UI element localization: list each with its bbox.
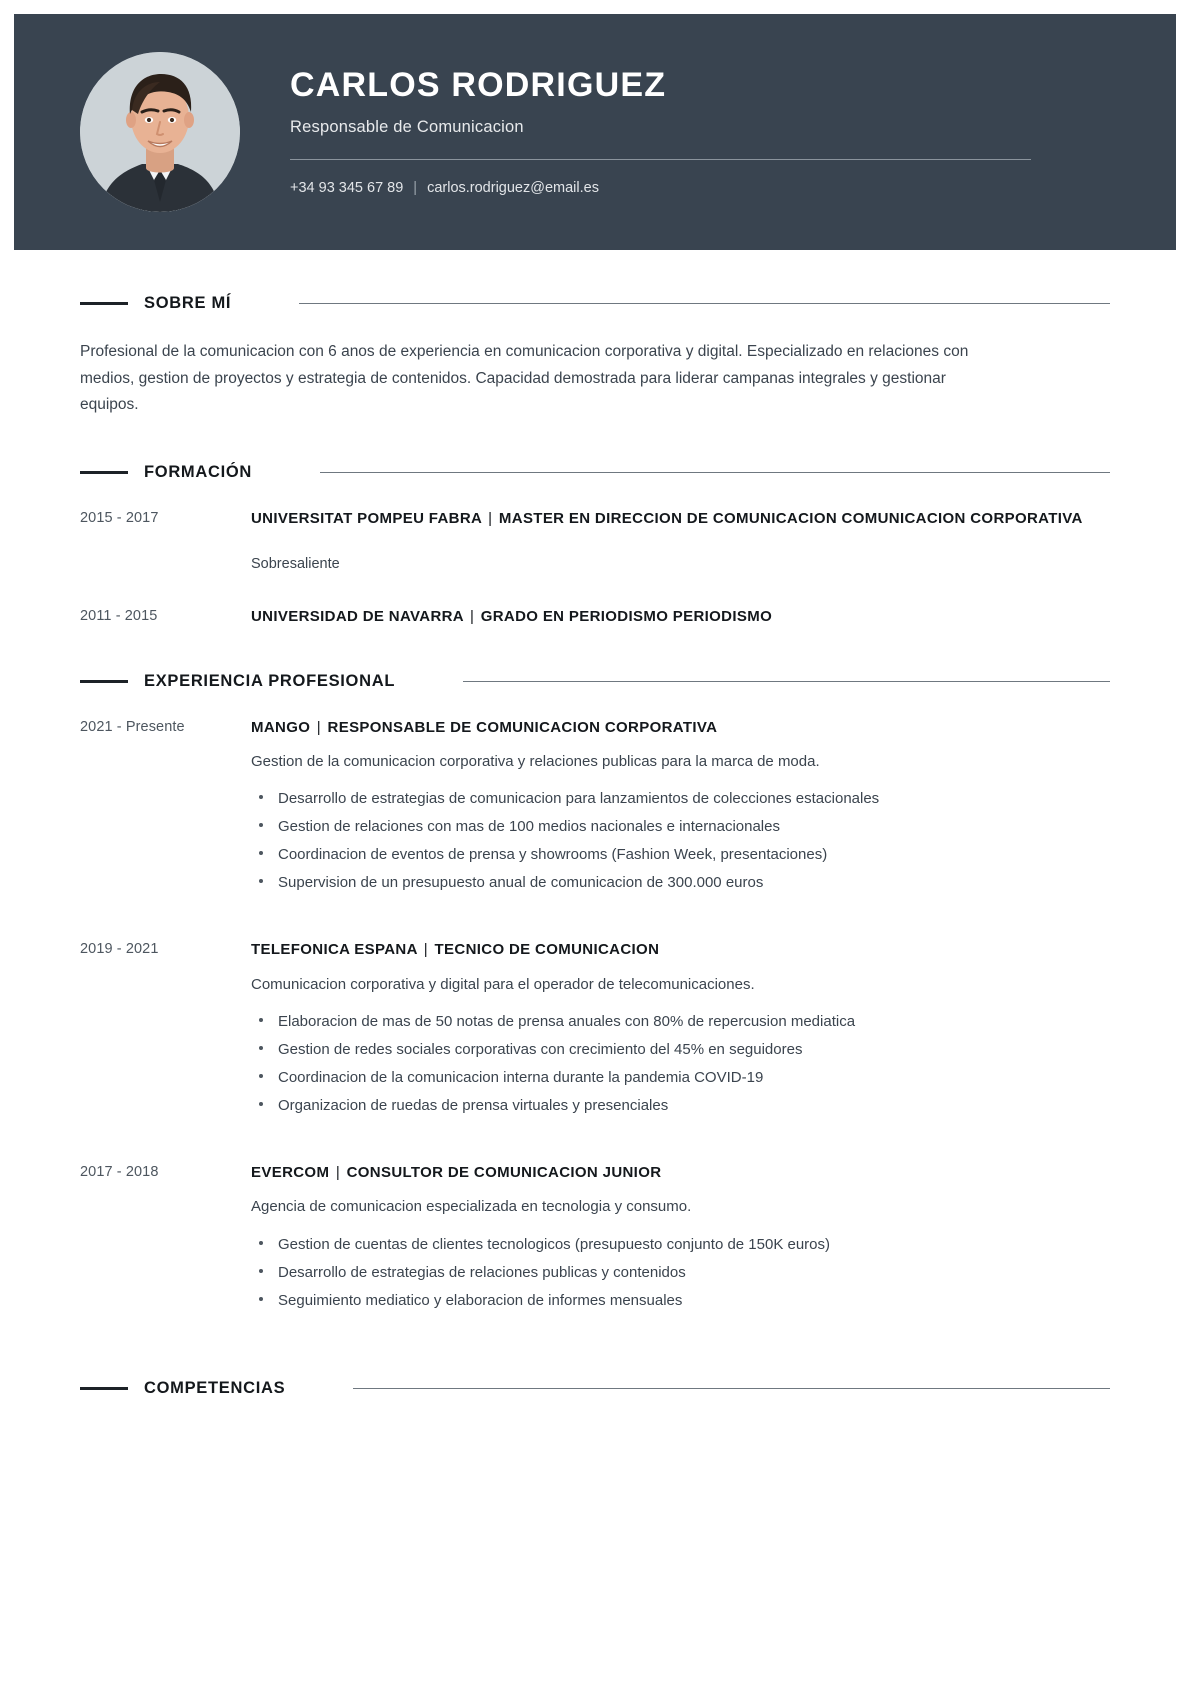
list-item: Desarrollo de estrategias de comunicacion para lanzamientos de colecciones estacionales xyxy=(251,787,1110,811)
entry-body xyxy=(251,717,1110,900)
experience-entry xyxy=(80,1162,1110,1317)
entry-body xyxy=(251,939,1110,1122)
entry-description: Gestion de la comunicacion corporativa y relaciones publicas para la marca de moda. xyxy=(251,752,820,770)
contact-separator: | xyxy=(413,179,418,196)
list-item: Gestion de redes sociales corporativas con crecimiento del 45% en seguidores xyxy=(251,1038,1110,1062)
list-item: Seguimiento mediatico y elaboracion de informes mensuales xyxy=(251,1289,1110,1313)
section-title-skills: COMPETENCIAS xyxy=(144,1378,286,1397)
title-separator: | xyxy=(335,1164,341,1182)
cv-sheet xyxy=(14,14,1176,1670)
page-title: CARLOS RODRIGUEZ xyxy=(290,66,667,105)
entry-bullets xyxy=(251,787,1110,895)
education-entry xyxy=(80,508,1110,572)
title-separator: | xyxy=(423,941,429,959)
section-title-education: FORMACIÓN xyxy=(144,462,253,481)
cv-body xyxy=(14,294,1176,1398)
list-item: Gestion de cuentas de clientes tecnologicos (presupuesto conjunto de 150K euros) xyxy=(251,1233,1110,1257)
experience-entry xyxy=(80,717,1110,900)
section-rule xyxy=(299,303,1110,304)
section-header-skills xyxy=(80,1379,1110,1398)
entry-body xyxy=(251,606,1110,627)
entry-title: MANGO | RESPONSABLE DE COMUNICACION CORPORATIVA xyxy=(251,718,718,736)
title-separator: | xyxy=(469,608,475,626)
experience-entry xyxy=(80,939,1110,1122)
section-rule xyxy=(463,681,1110,682)
entry-title: UNIVERSIDAD DE NAVARRA | GRADO EN PERIODISMO PERIODISMO xyxy=(251,608,773,626)
entry-dates: 2019 - 2021 xyxy=(80,941,159,958)
entry-dates: 2011 - 2015 xyxy=(80,608,158,625)
section-header-experience xyxy=(80,672,1110,691)
education-entry xyxy=(80,606,1110,627)
entry-description: Comunicacion corporativa y digital para el operador de telecomunicaciones. xyxy=(251,975,755,993)
entry-note: Sobresaliente xyxy=(251,556,340,573)
section-dash-icon xyxy=(80,1387,128,1390)
entry-bullets xyxy=(251,1010,1110,1118)
section-dash-icon xyxy=(80,302,128,305)
phone-text: +34 93 345 67 89 xyxy=(290,179,404,196)
avatar xyxy=(80,52,240,212)
cv-header xyxy=(14,14,1176,250)
section-dash-icon xyxy=(80,471,128,474)
section-header-education xyxy=(80,463,1110,482)
list-item: Gestion de relaciones con mas de 100 medios nacionales e internacionales xyxy=(251,815,1110,839)
title-separator: | xyxy=(316,718,322,736)
entry-body xyxy=(251,1162,1110,1317)
entry-description: Agencia de comunicacion especializada en tecnologia y consumo. xyxy=(251,1198,692,1216)
email-text: carlos.rodriguez@email.es xyxy=(427,179,599,196)
title-separator: | xyxy=(488,509,493,527)
header-text-block xyxy=(290,68,1176,196)
header-divider xyxy=(290,159,1031,160)
list-item: Coordinacion de eventos de prensa y showrooms (Fashion Week, presentaciones) xyxy=(251,843,1110,867)
section-title-experience: EXPERIENCIA PROFESIONAL xyxy=(144,671,396,690)
entry-title: UNIVERSITAT POMPEU FABRA | MASTER EN DIRECCION DE COMUNICACION COMUNICACION CORPORATIVA xyxy=(251,509,1083,527)
contact-line xyxy=(290,180,1031,196)
section-title-about: SOBRE MÍ xyxy=(144,294,232,312)
list-item: Coordinacion de la comunicacion interna durante la pandemia COVID-19 xyxy=(251,1066,1110,1090)
entry-dates: 2021 - Presente xyxy=(80,718,185,735)
entry-dates: 2015 - 2017 xyxy=(80,509,159,526)
section-rule xyxy=(353,1388,1110,1389)
list-item: Organizacion de ruedas de prensa virtuales y presenciales xyxy=(251,1094,1110,1118)
list-item: Supervision de un presupuesto anual de comunicacion de 300.000 euros xyxy=(251,871,1110,895)
section-dash-icon xyxy=(80,680,128,683)
entry-title: EVERCOM | CONSULTOR DE COMUNICACION JUNIOR xyxy=(251,1164,662,1182)
entry-body xyxy=(251,508,1110,572)
entry-bullets xyxy=(251,1233,1110,1313)
list-item: Elaboracion de mas de 50 notas de prensa anuales con 80% de repercusion mediatica xyxy=(251,1010,1110,1034)
entry-title: TELEFONICA ESPANA | TECNICO DE COMUNICACION xyxy=(251,941,660,959)
section-header-about xyxy=(80,294,1110,313)
entry-dates: 2017 - 2018 xyxy=(80,1164,159,1181)
section-rule xyxy=(320,472,1110,473)
list-item: Desarrollo de estrategias de relaciones publicas y contenidos xyxy=(251,1261,1110,1285)
about-text: Profesional de la comunicacion con 6 anos de experiencia en comunicacion corporativa y digital. Especializado en relaciones con medios, gestion de proyectos y estrategia de contenidos. Capacidad demostrada para liderar campanas integrales y gestionar equipos. xyxy=(80,343,969,414)
job-title: Responsable de Comunicacion xyxy=(290,117,524,136)
